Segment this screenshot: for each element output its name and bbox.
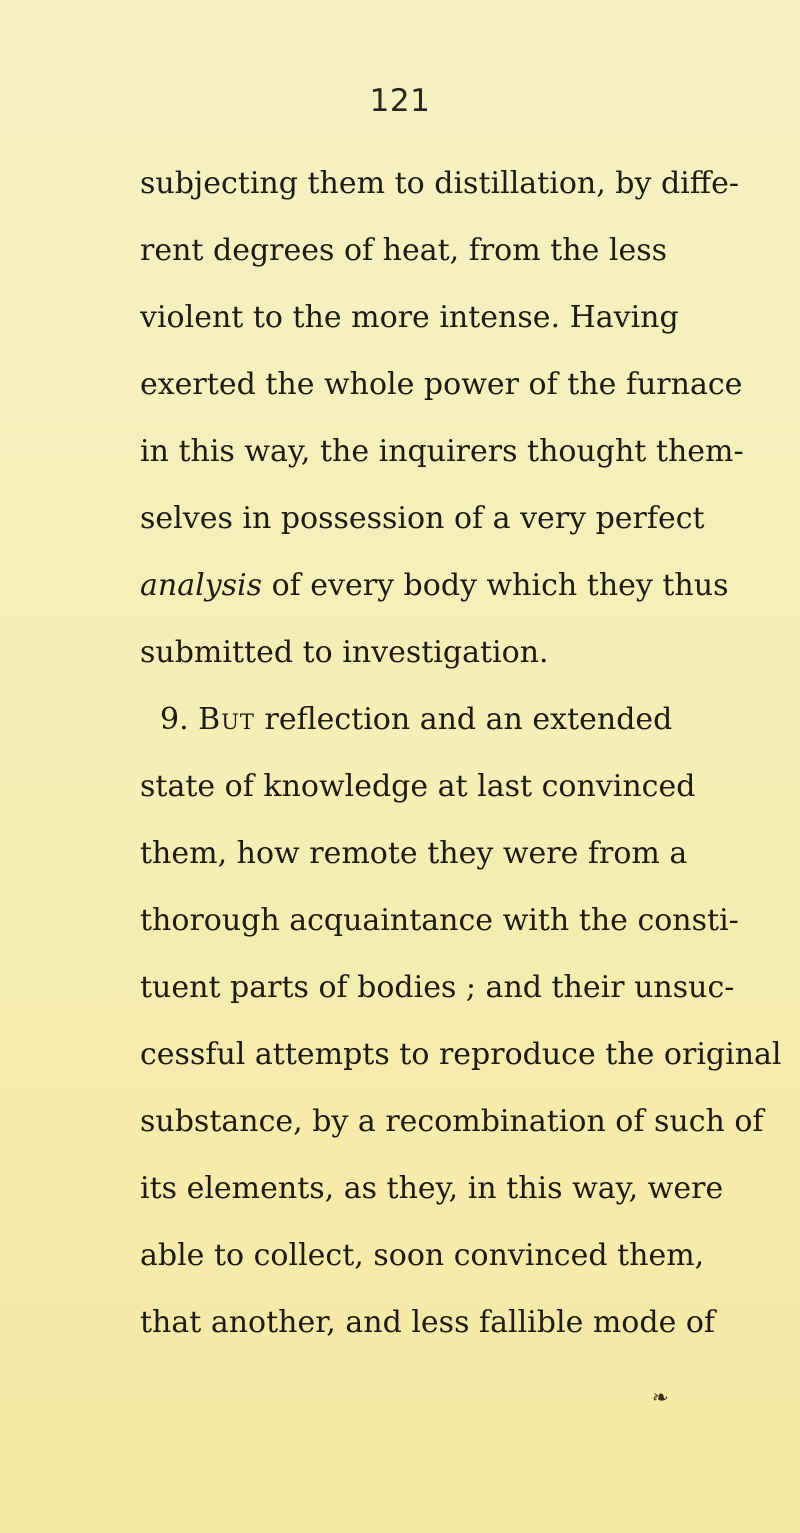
text-line: them, how remote they were from a <box>140 836 688 871</box>
text-line: subjecting them to distillation, by diffe- <box>140 166 739 201</box>
paragraph-start-line <box>140 686 673 753</box>
text-line: rent degrees of heat, from the less <box>140 233 668 268</box>
text-line: exerted the whole power of the furnace <box>140 367 743 402</box>
text-line: submitted to investigation. <box>140 635 549 670</box>
text-line: its elements, as they, in this way, were <box>140 1171 724 1206</box>
body-text <box>140 150 782 1356</box>
signature-mark-icon: ❧ <box>652 1385 669 1409</box>
italic-word: analysis <box>140 568 263 603</box>
text-line-rest: reflection and an extended <box>254 702 673 737</box>
paragraph-number: 9. <box>160 702 189 737</box>
small-caps-word: But <box>198 702 255 737</box>
text-line: that another, and less fallible mode of <box>140 1305 716 1340</box>
text-line: able to collect, soon convinced them, <box>140 1238 705 1273</box>
text-line: cessful attempts to reproduce the original <box>140 1037 782 1072</box>
text-line: state of knowledge at last convinced <box>140 769 696 804</box>
page-number: 121 <box>369 83 431 119</box>
text-line-rest: of every body which they thus <box>262 568 729 603</box>
text-line: tuent parts of bodies ; and their unsuc- <box>140 970 735 1005</box>
text-line: substance, by a recombination of such of <box>140 1104 764 1139</box>
text-line: violent to the more intense. Having <box>140 300 679 335</box>
text-line: in this way, the inquirers thought them- <box>140 434 744 469</box>
text-line: selves in possession of a very perfect <box>140 501 705 536</box>
text-line: thorough acquaintance with the consti- <box>140 903 739 938</box>
text-line <box>140 552 729 619</box>
